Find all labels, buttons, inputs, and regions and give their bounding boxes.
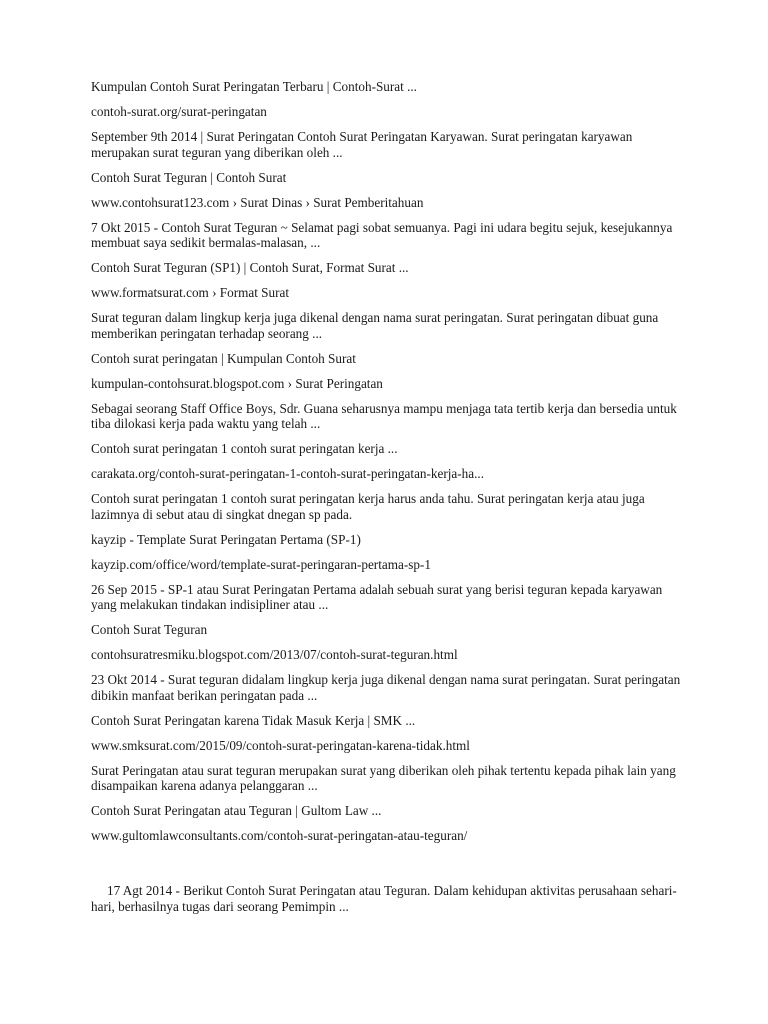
result-8 bbox=[91, 713, 688, 794]
result-title: Contoh Surat Peringatan karena Tidak Masuk Kerja | SMK ... bbox=[91, 712, 416, 728]
result-title: Contoh Surat Teguran bbox=[91, 622, 208, 637]
result-7 bbox=[91, 622, 688, 703]
result-title: Contoh surat peringatan | Kumpulan Contoh Surat bbox=[91, 350, 356, 366]
result-snippet: 23 Okt 2014 - Surat teguran didalam lingkup kerja juga dikenal dengan nama surat peringatan. Surat peringatan dibikin manfaat berikan peringatan pada ... bbox=[91, 672, 681, 703]
result-title: Contoh surat peringatan 1 contoh surat peringatan kerja ... bbox=[91, 441, 398, 456]
result-url: www.formatsurat.com › Format Surat bbox=[91, 285, 290, 300]
result-9 bbox=[91, 803, 688, 844]
result-url: carakata.org/contoh-surat-peringatan-1-contoh-surat-peringatan-kerja-ha... bbox=[91, 466, 484, 481]
result-3 bbox=[91, 260, 688, 341]
result-url: kayzip.com/office/word/template-surat-peringaran-pertama-sp-1 bbox=[91, 556, 431, 572]
result-snippet: 7 Okt 2015 - Contoh Surat Teguran ~ Selamat pagi sobat semuanya. Pagi ini udara begitu sejuk, kesejukannya membuat saya sedikit bermalas-malasan, ... bbox=[91, 219, 673, 250]
result-4 bbox=[91, 351, 688, 432]
result-url: kumpulan-contohsurat.blogspot.com › Surat Peringatan bbox=[91, 375, 383, 391]
result-url: www.gultomlawconsultants.com/contoh-surat-peringatan-atau-teguran/ bbox=[91, 828, 468, 843]
result-5 bbox=[91, 441, 688, 522]
result-snippet: September 9th 2014 | Surat Peringatan Contoh Surat Peringatan Karyawan. Surat peringatan karyawan merupakan surat teguran yang diberikan oleh ... bbox=[91, 129, 633, 160]
result-url: contoh-surat.org/surat-peringatan bbox=[91, 104, 267, 119]
result-url: www.contohsurat123.com › Surat Dinas › Surat Pemberitahuan bbox=[91, 194, 424, 210]
result-snippet: Sebagai seorang Staff Office Boys, Sdr. Guana seharusnya mampu menjaga tata tertib kerja dan bersedia untuk tiba dilokasi kerja pada waktu yang telah ... bbox=[91, 400, 677, 431]
result-snippet: Surat teguran dalam lingkup kerja juga dikenal dengan nama surat peringatan. Surat peringatan dibuat guna memberikan peringatan terhadap seorang ... bbox=[91, 310, 659, 341]
final-snippet: 17 Agt 2014 - Berikut Contoh Surat Peringatan atau Teguran. Dalam kehidupan aktivitas perusahaan sehari-hari, berhasilnya tugas dari seorang Pemimpin ... bbox=[91, 883, 677, 914]
result-url: www.smksurat.com/2015/09/contoh-surat-peringatan-karena-tidak.html bbox=[91, 737, 470, 753]
result-title: Kumpulan Contoh Surat Peringatan Terbaru | Contoh-Surat ... bbox=[91, 79, 417, 94]
result-snippet: 26 Sep 2015 - SP-1 atau Surat Peringatan Pertama adalah sebuah surat yang berisi teguran kepada karyawan yang melakukan tindakan indisipliner atau ... bbox=[91, 581, 663, 612]
result-title: Contoh Surat Peringatan atau Teguran | Gultom Law ... bbox=[91, 803, 382, 818]
result-title: kayzip - Template Surat Peringatan Pertama (SP-1) bbox=[91, 531, 361, 547]
result-snippet: Contoh surat peringatan 1 contoh surat peringatan kerja harus anda tahu. Surat peringatan kerja atau juga lazimnya di sebut atau di singkat dnegan sp pada. bbox=[91, 491, 645, 522]
result-title: Contoh Surat Teguran | Contoh Surat bbox=[91, 169, 287, 185]
spacer bbox=[91, 853, 688, 883]
result-url: contohsuratresmiku.blogspot.com/2013/07/contoh-surat-teguran.html bbox=[91, 647, 458, 662]
result-6 bbox=[91, 532, 688, 613]
result-2 bbox=[91, 170, 688, 251]
result-1 bbox=[91, 79, 688, 160]
result-title: Contoh Surat Teguran (SP1) | Contoh Surat, Format Surat ... bbox=[91, 260, 409, 275]
result-snippet: Surat Peringatan atau surat teguran merupakan surat yang diberikan oleh pihak tertentu kepada pihak lain yang disampaikan karena adanya pelanggaran ... bbox=[91, 762, 676, 793]
